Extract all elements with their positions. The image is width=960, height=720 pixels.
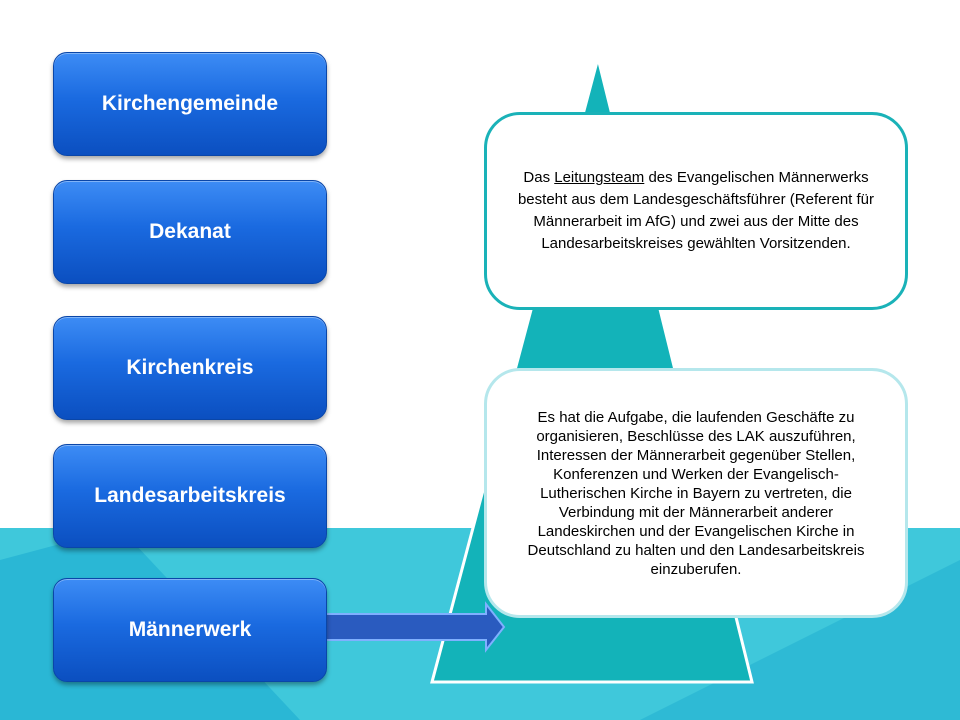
callout-text-after: des Evangelischen Männerwerks besteht aus dem Landesgeschäftsführer (Referent für Männerarbeit im AfG) und zwei aus der Mitte des Landesarbeitskreises gewählten Vorsitzenden. <box>517 169 875 252</box>
callout-text-before: Das <box>523 169 555 186</box>
level-landesarbeitskreis <box>53 444 327 548</box>
level-label: Kirchengemeinde <box>101 92 279 115</box>
callout-leitungsteam <box>484 112 908 310</box>
leitungsteam-link-text: Leitungsteam <box>554 169 645 186</box>
level-kirchenkreis <box>53 316 327 420</box>
level-label: Männerwerk <box>128 618 252 641</box>
level-label: Landesarbeitskreis <box>94 484 286 507</box>
level-dekanat <box>53 180 327 284</box>
callout-aufgabe <box>484 368 908 618</box>
callout-aufgabe-text: Es hat die Aufgabe, die laufenden Geschäfte zu organisieren, Beschlüsse des LAK auszuführen, Interessen der Männerarbeit gegenüber Stellen, Konferenzen und Werken der Evangelisch-Lutherischen Kirche in Bayern zu vertreten, die Verbindung mit der Männerarbeit anderer Landeskirchen und der Evangelischen Kirche in Deutschland zu halten und den Landesarbeitskreis einzuberufen. <box>527 408 865 578</box>
level-label: Dekanat <box>149 220 231 243</box>
callout-leitungsteam-text <box>509 167 883 255</box>
level-maennerwerk <box>53 578 327 682</box>
level-label: Kirchenkreis <box>126 356 254 379</box>
level-kirchengemeinde <box>53 52 327 156</box>
